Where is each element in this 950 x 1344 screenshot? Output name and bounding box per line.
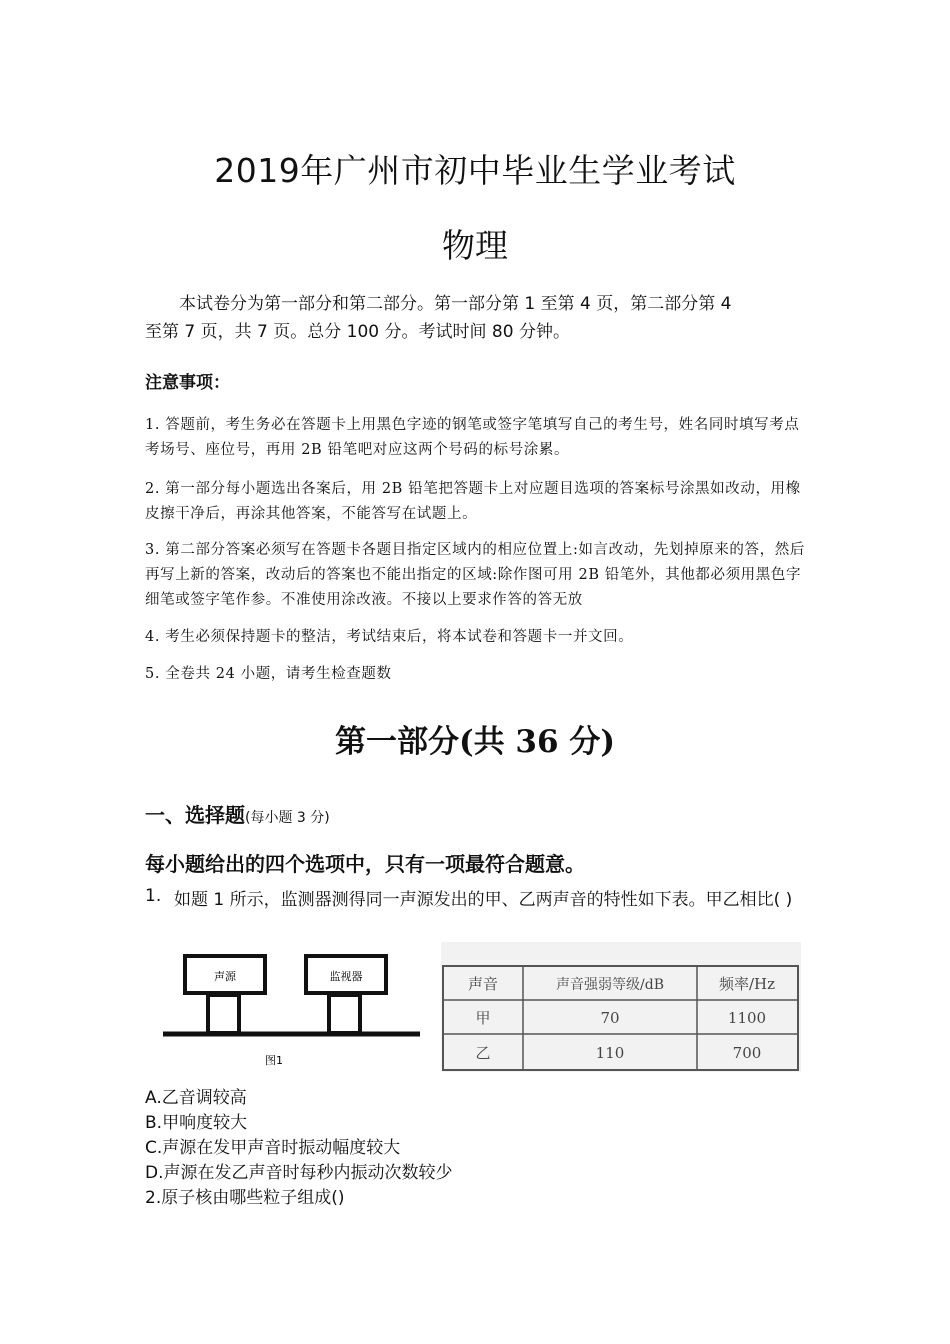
- note-item: 2. 第一部分每小题选出各案后，用 2B 铅笔把答题卡上对应题目选项的答案标号涂黑如改动，用橡皮擦干净后，再涂其他答案，不能答写在试题上。: [145, 481, 801, 522]
- figure-svg: [145, 940, 810, 1080]
- intro-paragraph: [145, 290, 815, 346]
- note-item: 1. 答题前，考生务必在答题卡上用黑色字迹的钢笔或签字笔填写自己的考生号，姓名同时填写考点考场号、座位号，再用 2B 铅笔吧对应这两个号码的标号涂累。: [145, 417, 800, 458]
- part-one-heading: 第一部分(共 36 分): [334, 724, 616, 760]
- table-cell: 70: [600, 1009, 620, 1027]
- table-cell: 乙: [475, 1044, 491, 1062]
- answer-option-d: D.声源在发乙声音时每秒内振动次数较少: [145, 1163, 453, 1183]
- figure-caption: 图1: [265, 1054, 283, 1067]
- sound-diagram: [163, 956, 420, 1067]
- intro-line-1: 本试卷分为第一部分和第二部分。第一部分第 1 至第 4 页，第二部分第 4: [179, 294, 732, 314]
- table-header-cell: 声音强弱等级/dB: [556, 977, 664, 993]
- section-heading: [145, 799, 330, 828]
- question-number: 1.: [145, 886, 162, 906]
- answer-option-c: C.声源在发甲声音时振动幅度较大: [145, 1138, 401, 1158]
- answer-option-a: A.乙音调较高: [145, 1088, 247, 1108]
- section-title: 一、选择题: [145, 803, 245, 827]
- intro-line-2: 至第 7 页，共 7 页。总分 100 分。考试时间 80 分钟。: [145, 322, 570, 342]
- table-header-cell: 声音: [467, 975, 499, 993]
- table-cell: 1100: [727, 1009, 767, 1027]
- monitor-label: 监视器: [329, 970, 363, 983]
- question-text: 如题 1 所示，监测器测得同一声源发出的甲、乙两声音的特性如下表。甲乙相比( ): [174, 890, 793, 910]
- table-cell: 110: [595, 1044, 625, 1062]
- notes-heading: 注意事项：: [145, 373, 230, 393]
- answer-option-b: B.甲响度较大: [145, 1113, 248, 1133]
- note-item: 5. 全卷共 24 小题，请考生检查题数: [145, 666, 392, 682]
- sound-source-label: 声源: [214, 970, 236, 983]
- subject-title: 物理: [442, 226, 508, 265]
- table-cell: 700: [732, 1044, 762, 1062]
- section-note: (每小题 3 分): [245, 810, 330, 826]
- question-2-text: 2.原子核由哪些粒子组成(): [145, 1188, 345, 1208]
- exam-title: 2019年广州市初中毕业生学业考试: [214, 151, 736, 190]
- note-item: 4. 考生必须保持题卡的整洁，考试结束后，将本试卷和答题卡一并文回。: [145, 629, 634, 645]
- table-header-cell: 频率/Hz: [718, 975, 776, 993]
- question-figure: [145, 940, 810, 1084]
- note-item: 3. 第二部分答案必须写在答题卡各题目指定区域内的相应位置上:如言改动，先划掉原来的答，然后再写上新的答案，改动后的答案也不能出指定的区域:除作图可用 2B 铅笔外，其他都必须用黑色字细笔或签字笔作参。不准使用涂改液。不接以上要求作答的答无放: [145, 542, 805, 608]
- sound-source-stand: [208, 995, 239, 1033]
- section-instruction: 每小题给出的四个选项中，只有一项最符合题意。: [145, 852, 585, 876]
- table-cell: 甲: [475, 1009, 491, 1027]
- monitor-stand: [329, 995, 360, 1033]
